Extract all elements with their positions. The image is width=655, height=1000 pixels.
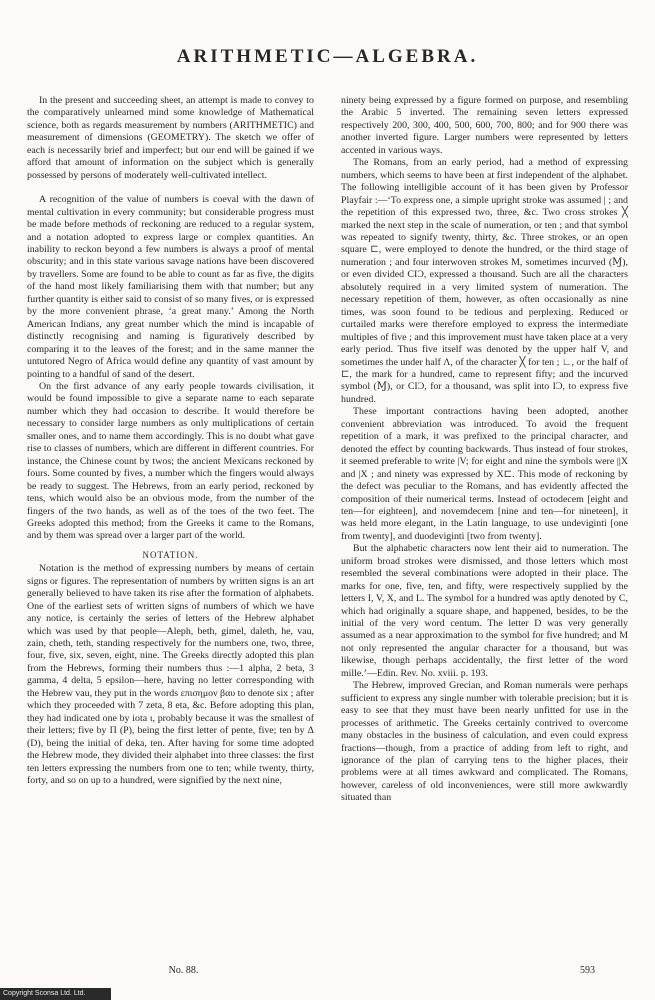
right-column xyxy=(341,95,628,805)
issue-number: No. 88. xyxy=(168,965,199,976)
paragraph: On the first advance of any early people towards civilisation, it would be found impossible to give a separate name to each separate number which they had occasion to describe. It would therefore be necessary to consider large numbers as only multiplications of certain smaller ones, and to name them accordingly. This is no doubt what gave rise to classes of numbers, which are different in different countries. For instance, the Chinese count by twos; the ancient Mexicans reckoned by fours. Some counted by fives, a number which the fingers would always be ready to suggest. The Hebrews, from an early period, reckoned by tens, which would also be an obvious mode, from the number of the fingers of the two hands, as well as of the toes of the two feet. The Greeks adopted this method; from the Greeks it came to the Romans, and by them was spread over a larger part of the world. xyxy=(27,380,314,542)
paragraph: ninety being expressed by a figure formed on purpose, and resembling the Arabic 5 inverted. The remaining seven letters expressed respectively 200, 300, 400, 500, 600, 700, 800; and for 900 there was another inverted figure. Larger numbers were represented by letters accented in various ways. xyxy=(341,95,628,156)
intro-paragraph: In the present and succeeding sheet, an attempt is made to convey to the comparatively unlearned mind some knowledge of Mathematical science, both as regards measurement by numbers (ARITHMETIC) and measurement of dimensions (GEOMETRY). The sketch we offer of each is necessarily brief and imperfect; but our end will be gained if we afford that amount of information on the subject which is generally possessed by persons of moderately well-cultivated intellect. xyxy=(27,95,314,181)
page-number: 593 xyxy=(580,965,595,976)
section-heading: NOTATION. xyxy=(142,549,199,560)
paragraph: Notation is the method of expressing numbers by means of certain signs or figures. The representation of numbers by written signs is an art generally believed to have taken its rise after the formation of alphabets. One of the earliest sets of written signs of numbers of which we have any notice, is certainly the series of letters of the Hebrew alphabet which was used by that people—Aleph, beth, gimel, daleth, he, vau, zain, cheth, teth, standing respectively for the numbers one, two, three, four, five, six, seven, eight, nine. The Greeks directly adopted this plan from the Hebrews, forming their numbers thus :—1 alpha, 2 beta, 3 gamma, 4 delta, 5 epsilon—here, having no letter corresponding with the Hebrew vau, they put in the words επισημον βαυ to denote six ; after which they proceeded with 7 zeta, 8 eta, &c. Before adopting this plan, they had indicated one by iota ι, probably because it was the smallest of their letters; five by Π (P), being the first letter of pente, five; ten by Δ (D), being the initial of deka, ten. After having for some time adopted the Hebrew mode, they divided their alphabet into three classes: the first ten letters expressing the numbers from one to ten; while twenty, thirty, forty, and so on up to a hundred, were signified by the next nine, xyxy=(27,563,314,787)
paragraph: The Romans, from an early period, had a method of expressing numbers, which seems to have been at first independent of the alphabet. The following intelligible account of it has been given by Professor Playfair :—‘To express one, a simple upright stroke was assumed | ; and the repetition of this expressed two, three, &c. Two cross strokes ╳ marked the next step in the scale of numeration, or ten ; and that symbol was repeated to signify twenty, thirty, &c. Three strokes, or an open square ⊏, were employed to denote the hundred, or the third stage of numeration ; and four interwoven strokes M, sometimes incurved (Ɱ), or even divided CIƆ, expressed a thousand. Such are all the characters absolutely required in a very limited system of numeration. The necessary repetition of them, however, as often occasionally as nine times, was soon found to be tedious and perplexing. Reduced or curtailed marks were therefore employed to express the intermediate multiples of five ; and this improvement must have taken place at a very early period. Thus five itself was denoted by the upper half V, and sometimes the under half Λ, of the character ╳ for ten ; ∟, or the half of ⊏, the mark for a hundred, came to represent fifty; and the incurved symbol (Ɱ), or CIƆ, for a thousand, was split into IƆ, to express five hundred. xyxy=(341,157,628,405)
paragraph: The Hebrew, improved Grecian, and Roman numerals were perhaps sufficient to express any single number with tolerable precision; but it is easy to see that they must have been nearly unfitted for use in the processes of arithmetic. The Greeks certainly contrived to overcome many obstacles in the business of calculation, and even could express fractions—though, from a practice of adding from left to right, and ignorance of the plan of carrying tens to the higher places, their problems were at all times awkward and complicated. The Romans, however, careless of old inconveniences, were still more awkwardly situated than xyxy=(341,680,628,804)
paragraph: These important contractions having been adopted, another convenient abbreviation was introduced. To avoid the frequent repetition of a mark, it was prefixed to the principal character, and denoted the effect by counting backwards. Thus instead of four strokes, it seemed preferable to write |V; for eight and nine the symbols were ||X and |X ; and ninety was expressed by X⊏. This mode of reckoning by the defect was peculiar to the Romans, and has evidently affected the composition of their numerical terms. Instead of octodecem [eight and ten—for eighteen], and novemdecem [nine and ten—for nineteen], it was held more elegant, in the Latin language, to use undeviginti [one from twenty], and duodeviginti [two from twenty]. xyxy=(341,406,628,542)
page-title: ARITHMETIC—ALGEBRA. xyxy=(176,46,479,67)
copyright-watermark: Copyright Sconsa Ltd. Ltd. xyxy=(0,988,111,1000)
left-column xyxy=(27,95,314,787)
paragraph: But the alphabetic characters now lent their aid to numeration. The uniform broad strokes were dismissed, and those letters which most resembled the several combinations were adopted in their place. The marks for one, five, ten, and fifty, were respectively supplied by the letters I, V, X, and L. The symbol for a hundred was aptly denoted by C, which had originally a square shape, and happened, besides, to be the initial of the very word centum. The letter D was very generally assumed as a near approximation to the symbol for five hundred; and M not only represented the angular character for a thousand, but was likewise, though perhaps accidentally, the first letter of the word mille.’—Edin. Rev. No. xviii. p. 193. xyxy=(341,543,628,679)
paragraph: A recognition of the value of numbers is coeval with the dawn of mental cultivation in every community; but considerable progress must be made before methods of reckoning are reduced to a regular system, and a notation adopted to express large or complex quantities. An inability to reckon beyond a few numbers is always a proof of mental obscurity; and in this state various savage nations have been discovered by travellers. Some are found to be able to count as far as five, the digits of the hand most likely familiarising them with that number; but any further quantity is either said to consist of so many fives, or is expressed by the more convenient phrase, ‘a great many.’ Among the North American Indians, any great number which the mind is incapable of distinctly recognising and naming is figuratively described by comparing it to the leaves of the forest; and in the same manner the untutored Negro of Africa would define any quantity of vast amount by pointing to a handful of sand of the desert. xyxy=(27,194,314,380)
